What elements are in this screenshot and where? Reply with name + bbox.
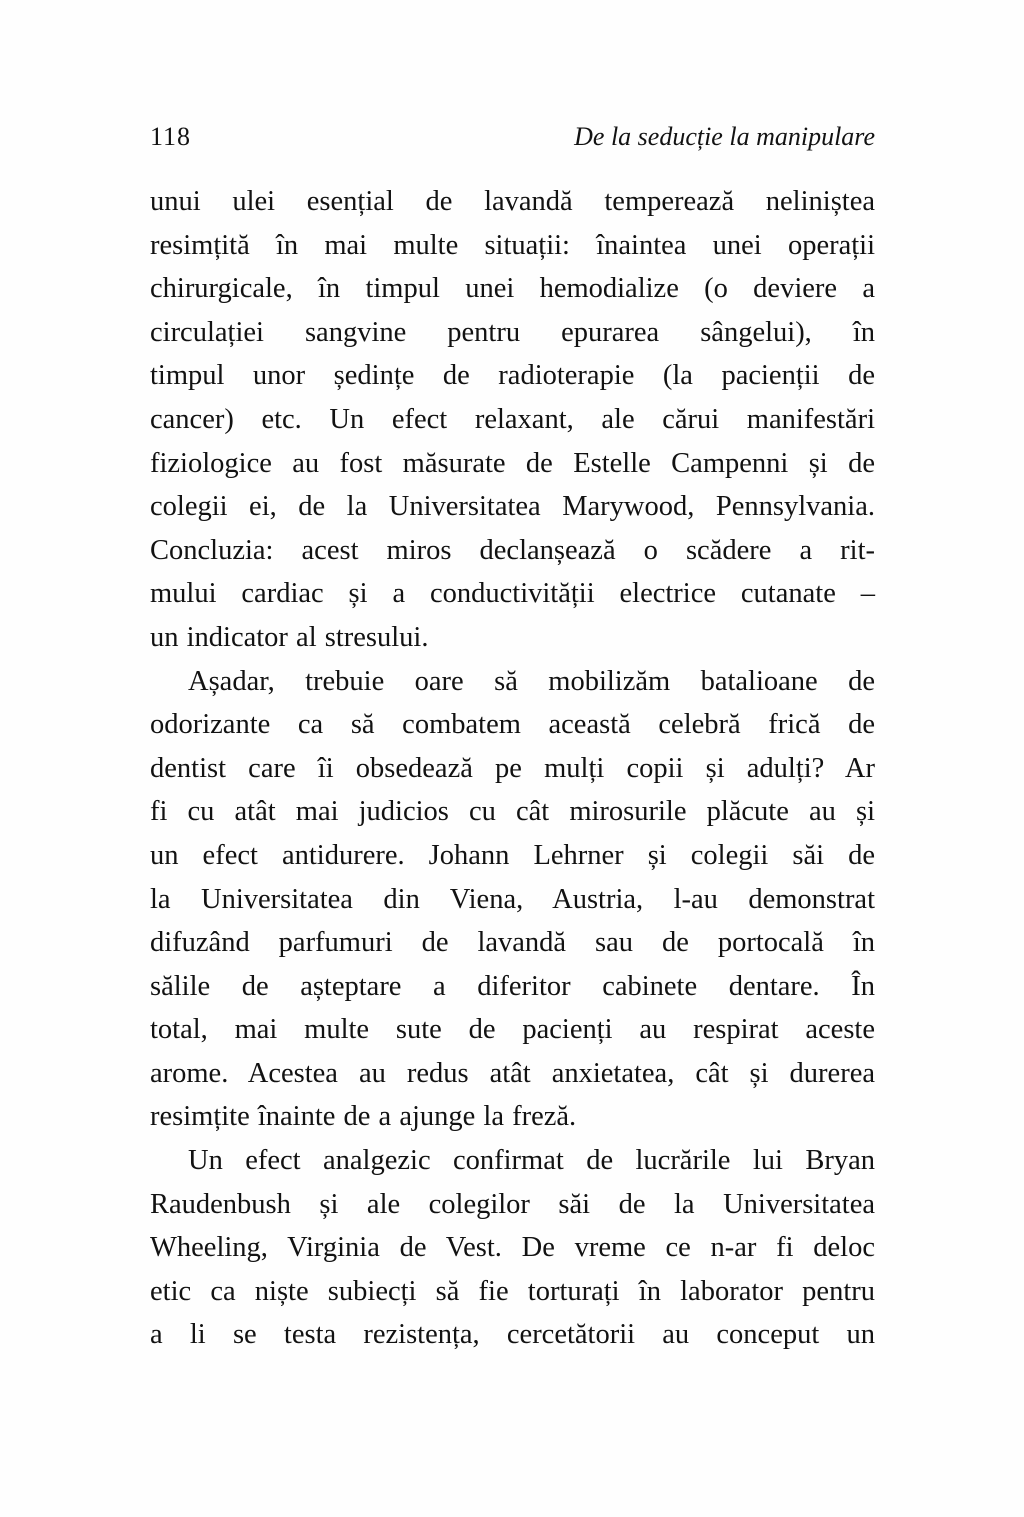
text-line: resimțită în mai multe situații: înaintea unei operații (150, 229, 875, 261)
text-line: dentist care îi obsedează pe mulți copii și adulți? Ar (150, 752, 875, 784)
text-line: Raudenbush și ale colegilor săi de la Universitatea (150, 1188, 875, 1220)
page-number: 118 (150, 122, 192, 151)
text-line: timpul unor ședințe de radioterapie (la pacienții de (150, 360, 875, 392)
text-line: Așadar, trebuie oare să mobilizăm batalioane de (188, 665, 875, 697)
text-line: etic ca niște subiecți să fie torturați în laborator pentru (150, 1275, 875, 1307)
text-line: odorizante ca să combatem această celebră frică de (150, 709, 875, 741)
text-line: fiziologice au fost măsurate de Estelle Campenni și de (150, 447, 875, 479)
running-title: De la seducție la manipulare (574, 122, 875, 151)
text-line: unui ulei esențial de lavandă temperează neliniștea (150, 186, 875, 217)
text-line: difuzând parfumuri de lavandă sau de portocală în (150, 927, 875, 959)
running-header (150, 122, 875, 152)
paragraph (150, 180, 875, 660)
text-line: circulației sangvine pentru epurarea sângelui), în (150, 316, 875, 348)
text-line: fi cu atât mai judicios cu cât mirosurile plăcute au și (150, 796, 875, 828)
text-line: colegii ei, de la Universitatea Marywood, Pennsylvania. (150, 491, 875, 523)
text-line: a li se testa rezistența, cercetătorii au conceput un (150, 1319, 875, 1351)
text-line: Wheeling, Virginia de Vest. De vreme ce n-ar fi deloc (150, 1232, 875, 1264)
text-line: un efect antidurere. Johann Lehrner și colegii săi de (150, 839, 875, 871)
text-line: sălile de așteptare a diferitor cabinete dentare. În (150, 970, 875, 1002)
text-line: resimțite înainte de a ajunge la freză. (150, 1101, 577, 1133)
body-text (150, 180, 875, 1357)
text-line: mului cardiac și a conductivității electrice cutanate – (150, 578, 875, 610)
text-line: total, mai multe sute de pacienți au respirat aceste (150, 1014, 875, 1046)
paragraph (150, 1139, 875, 1357)
text-line: un indicator al stresului. (150, 621, 429, 653)
text-line: arome. Acestea au redus atât anxietatea, cât și durerea (150, 1057, 875, 1089)
text-line: la Universitatea din Viena, Austria, l-au demonstrat (150, 883, 875, 915)
paragraph (150, 660, 875, 1140)
text-line: cancer) etc. Un efect relaxant, ale cărui manifestări (150, 403, 875, 435)
text-line: Concluzia: acest miros declanșează o scădere a rit- (150, 534, 875, 566)
text-line: chirurgicale, în timpul unei hemodialize (o deviere a (150, 273, 875, 305)
text-line: Un efect analgezic confirmat de lucrările lui Bryan (188, 1145, 875, 1177)
